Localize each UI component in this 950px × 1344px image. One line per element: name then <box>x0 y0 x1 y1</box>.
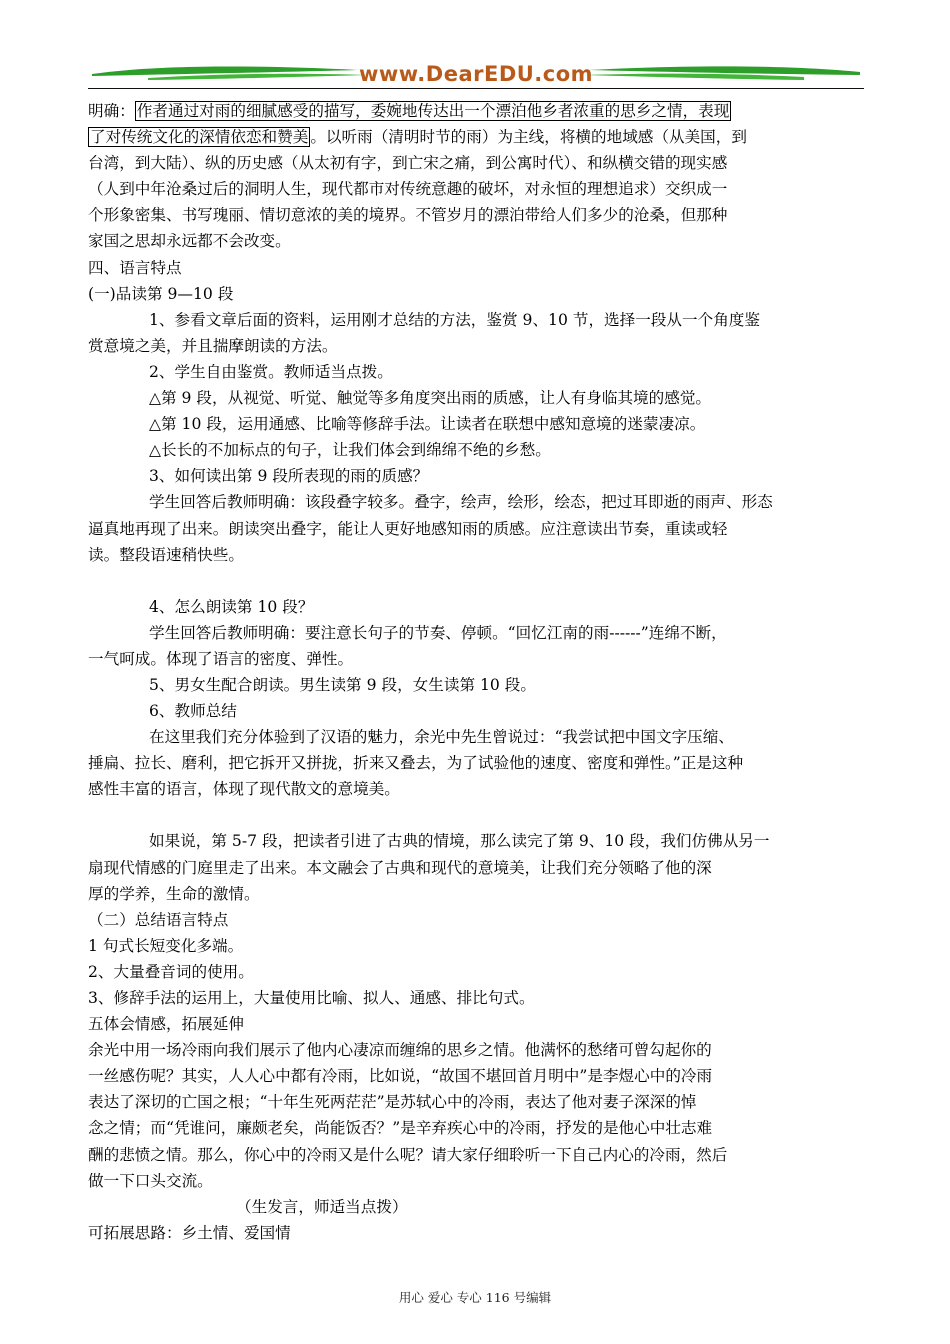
blank-line <box>88 802 860 828</box>
text-line: 扇现代情感的门庭里走了出来。本文融会了古典和现代的意境美，让我们充分领略了他的深 <box>88 858 712 877</box>
text-line: 3、如何读出第 9 段所表现的雨的质感？ <box>149 467 429 486</box>
text-line: 做一下口头交流。 <box>88 1171 213 1190</box>
text-line: 台湾，到大陆）、纵的历史感（从太初有字，到亡宋之痛，到公寓时代）、和纵横交错的现实感 <box>88 154 728 173</box>
text-line: （人到中年沧桑过后的洞明人生，现代都市对传统意趣的破坏，对永恒的理想追求）交织成一 <box>88 180 728 199</box>
text-line: 一丝感伤呢？其实，人人心中都有冷雨，比如说，“故国不堪回首月明中”是李煜心中的冷雨 <box>88 1067 713 1086</box>
text-line: △第 9 段，从视觉、听觉、触觉等多角度突出雨的质感，让人有身临其境的感觉。 <box>149 389 712 408</box>
text-line: 一气呵成。体现了语言的密度、弹性。 <box>88 649 354 668</box>
boxed-highlight: 了对传统文化的深情依恋和赞美 <box>90 128 309 147</box>
text-line: 2、学生自由鉴赏。教师适当点拨。 <box>149 362 393 381</box>
text-line: 5、男女生配合朗读。男生读第 9 段，女生读第 10 段。 <box>149 675 536 694</box>
text-line: 1 句式长短变化多端。 <box>88 936 244 955</box>
text-line: 如果说，第 5-7 段，把读者引进了古典的情境，那么读完了第 9、10 段，我们仿佛从另一 <box>149 832 770 851</box>
text-line: 在这里我们充分体验到了汉语的魅力，余光中先生曾说过：“我尝试把中国文字压缩、 <box>149 728 734 747</box>
subsection-heading: （二）总结语言特点 <box>88 910 229 929</box>
text-line: 可拓展思路：乡土情、爱国情 <box>88 1223 291 1242</box>
text-line: 6、教师总结 <box>149 702 237 721</box>
stage-note: （生发言，师适当点拨） <box>236 1197 408 1216</box>
text-line: 念之情；而“凭谁问，廉颇老矣，尚能饭否？”是辛弃疾心中的冷雨，抒发的是他心中壮志难 <box>88 1119 713 1138</box>
header-divider <box>88 88 864 89</box>
site-logo-text: www.DearEDU.com <box>358 62 594 86</box>
text-line: 酬的悲愤之情。那么，你心中的冷雨又是什么呢？请大家仔细聆听一下自己内心的冷雨，然后 <box>88 1145 728 1164</box>
text-line: 厚的学养，生命的激情。 <box>88 884 260 903</box>
text-line: 个形象密集、书写瑰丽、情切意浓的美的境界。不管岁月的漂泊带给人们多少的沧桑，但那种 <box>88 206 728 225</box>
boxed-highlight: 作者通过对雨的细腻感受的描写，委婉地传达出一个漂泊他乡者浓重的思乡之情，表现 <box>136 102 730 120</box>
header-banner <box>88 60 864 90</box>
text-line: 赏意境之美，并且揣摩朗读的方法。 <box>88 336 338 355</box>
text-line: 逼真地再现了出来。朗读突出叠字，能让人更好地感知雨的质感。应注意读出节奏，重读或轻 <box>88 519 728 538</box>
blank-line <box>88 568 860 594</box>
text-line: 2、大量叠音词的使用。 <box>88 962 254 981</box>
text-line: △长长的不加标点的句子，让我们体会到绵绵不绝的乡愁。 <box>149 441 551 460</box>
text-line: 学生回答后教师明确：要注意长句子的节奏、停顿。“回忆江南的雨------”连绵不断， <box>149 623 727 642</box>
section-heading: 五体会情感，拓展延伸 <box>88 1015 244 1034</box>
text-line: 余光中用一场冷雨向我们展示了他内心凄凉而缠绵的思乡之情。他满怀的愁绪可曾勾起你的 <box>88 1041 712 1060</box>
text-line: 4、怎么朗读第 10 段？ <box>149 597 314 616</box>
text-line: 1、参看文章后面的资料，运用刚才总结的方法，鉴赏 9、10 节，选择一段从一个角度鉴 <box>149 310 760 329</box>
text-line: 捶扁、拉长、磨利，把它拆开又拼拢，折来又叠去，为了试验他的速度、密度和弹性。”正是这种 <box>88 754 744 773</box>
text-line: 家国之思却永远都不会改变。 <box>88 232 291 251</box>
text-line: 学生回答后教师明确：该段叠字较多。叠字，绘声，绘形，绘态，把过耳即逝的雨声、形态 <box>149 493 773 512</box>
text-line: 表达了深切的亡国之根；“十年生死两茫茫”是苏轼心中的冷雨，表达了他对妻子深深的悼 <box>88 1093 697 1112</box>
text-line: 了对传统文化的深情依恋和赞美 。以听雨（清明时节的雨）为主线，将横的地域感（从美国，到 <box>90 128 747 147</box>
text-line: 明确： 作者通过对雨的细腻感受的描写，委婉地传达出一个漂泊他乡者浓重的思乡之情，表现 <box>88 102 730 120</box>
document-body <box>88 98 860 1246</box>
text-line: 读。整段语速稍快些。 <box>88 545 244 564</box>
section-heading: 四、语言特点 <box>88 258 182 277</box>
text-line: 3、修辞手法的运用上，大量使用比喻、拟人、通感、排比句式。 <box>88 989 535 1007</box>
page-footer: 用心 爱心 专心 116 号编辑 <box>398 1290 552 1305</box>
text-line: 感性丰富的语言，体现了现代散文的意境美。 <box>88 780 400 799</box>
text-line: △第 10 段，运用通感、比喻等修辞手法。让读者在联想中感知意境的迷蒙凄凉。 <box>149 415 706 434</box>
subsection-heading: (一)品读第 9—10 段 <box>88 284 234 303</box>
